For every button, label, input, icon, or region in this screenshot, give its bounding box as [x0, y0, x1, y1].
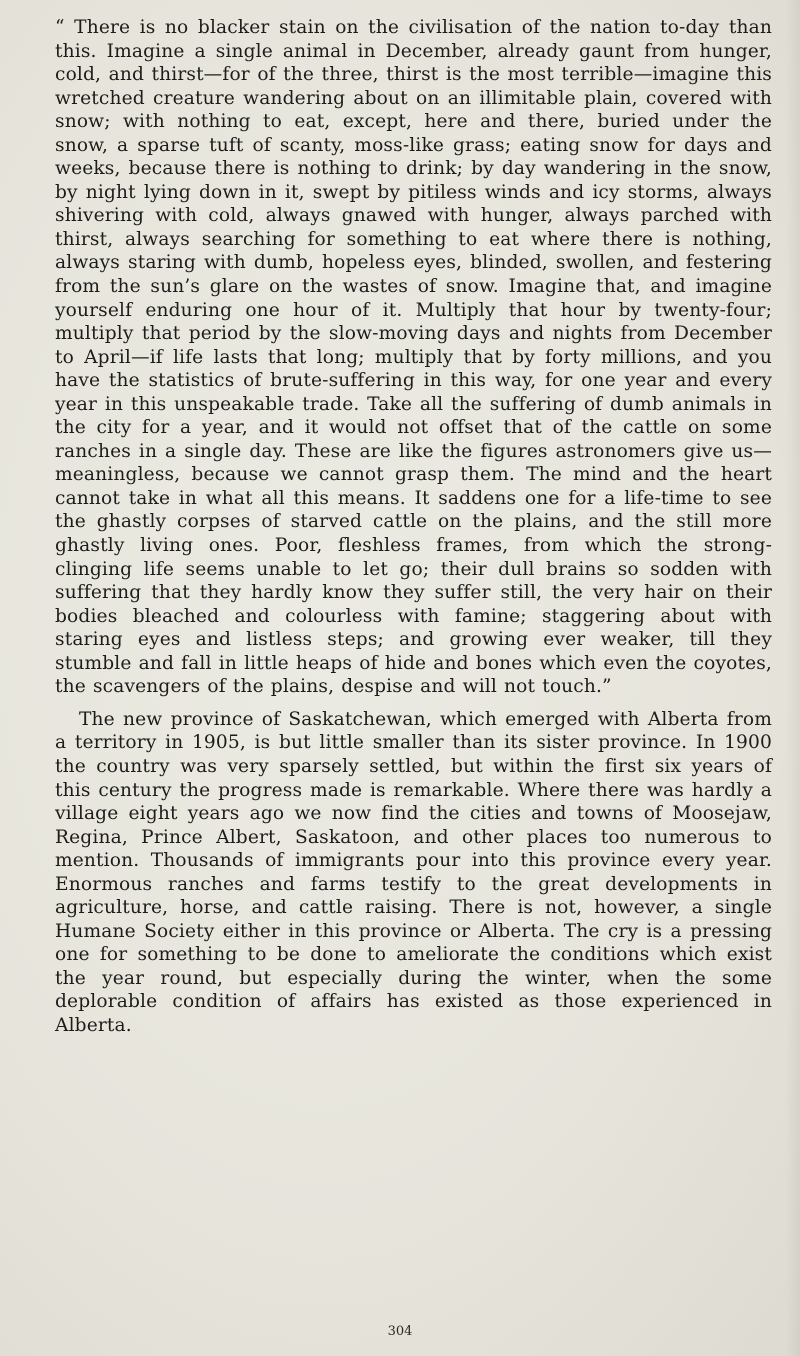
paragraph-quotation: “ There is no blacker stain on the civilisation of the nation to-day than this. Imagine a single animal in December, already gaunt from hunger, cold, and thirst—for of the three, thirst is the most terrible—imagine this wretched creature wandering about on an illimitable plain, covered with snow; with nothing to eat, except, here and there, buried under the snow, a sparse tuft of scanty, moss-like grass; eating snow for days and weeks, because there is nothing to drink; by day wandering in the snow, by night lying down in it, swept by pitiless winds and icy storms, always shivering with cold, always gnawed with hunger, always parched with thirst, always searching for something to eat where there is nothing, always staring with dumb, hopeless eyes, blinded, swollen, and festering from the sun’s glare on the wastes of snow. Imagine that, and imagine yourself enduring one hour of it. Multiply that hour by twenty-four; multiply that period by the slow-moving days and nights from December to April—if life lasts that long; multiply that by forty millions, and you have the statistics of brute-suffering in this way, for one year and every year in this unspeakable trade. Take all the suffering of dumb animals in the city for a year, and it would not offset that of the cattle on some ranches in a single day. These are like the figures astronomers give us—meaningless, because we cannot grasp them. The mind and the heart cannot take in what all this means. It saddens one for a life-time to see the ghastly corpses of starved cattle on the plains, and the still more ghastly living ones. Poor, fleshless frames, from which the strong-clinging life seems unable to let go; their dull brains so sodden with suffering that they hardly know they suffer still, the very hair on their bodies bleached and colourless with famine; staggering about with staring eyes and listless steps; and growing ever weaker, till they stumble and fall in little heaps of hide and bones which even the coyotes, the scavengers of the plains, despise and will not touch.” — [55, 17, 772, 698]
page-number: 304 — [387, 1324, 413, 1339]
page-edge-shadow — [786, 0, 800, 1356]
paragraph-saskatchewan: The new province of Saskatchewan, which emerged with Alberta from a territory in 1905, is but little smaller than its sister province. In 1900 the country was very sparsely settled, but within the first six years of this century the progress made is remarkable. Where there was hardly a village eight years ago we now find the cities and towns of Moosejaw, Regina, Prince Albert, Saskatoon, and other places too numerous to mention. Thousands of immigrants pour into this province every year. Enormous ranches and farms testify to the great developments in agriculture, horse, and cattle raising. There is not, however, a single Humane Society either in this province or Alberta. The cry is a pressing one for something to be done to ameliorate the conditions which exist the year round, but especially during the winter, when the some deplorable condition of affairs has existed as those experienced in Alberta. — [55, 708, 772, 1036]
